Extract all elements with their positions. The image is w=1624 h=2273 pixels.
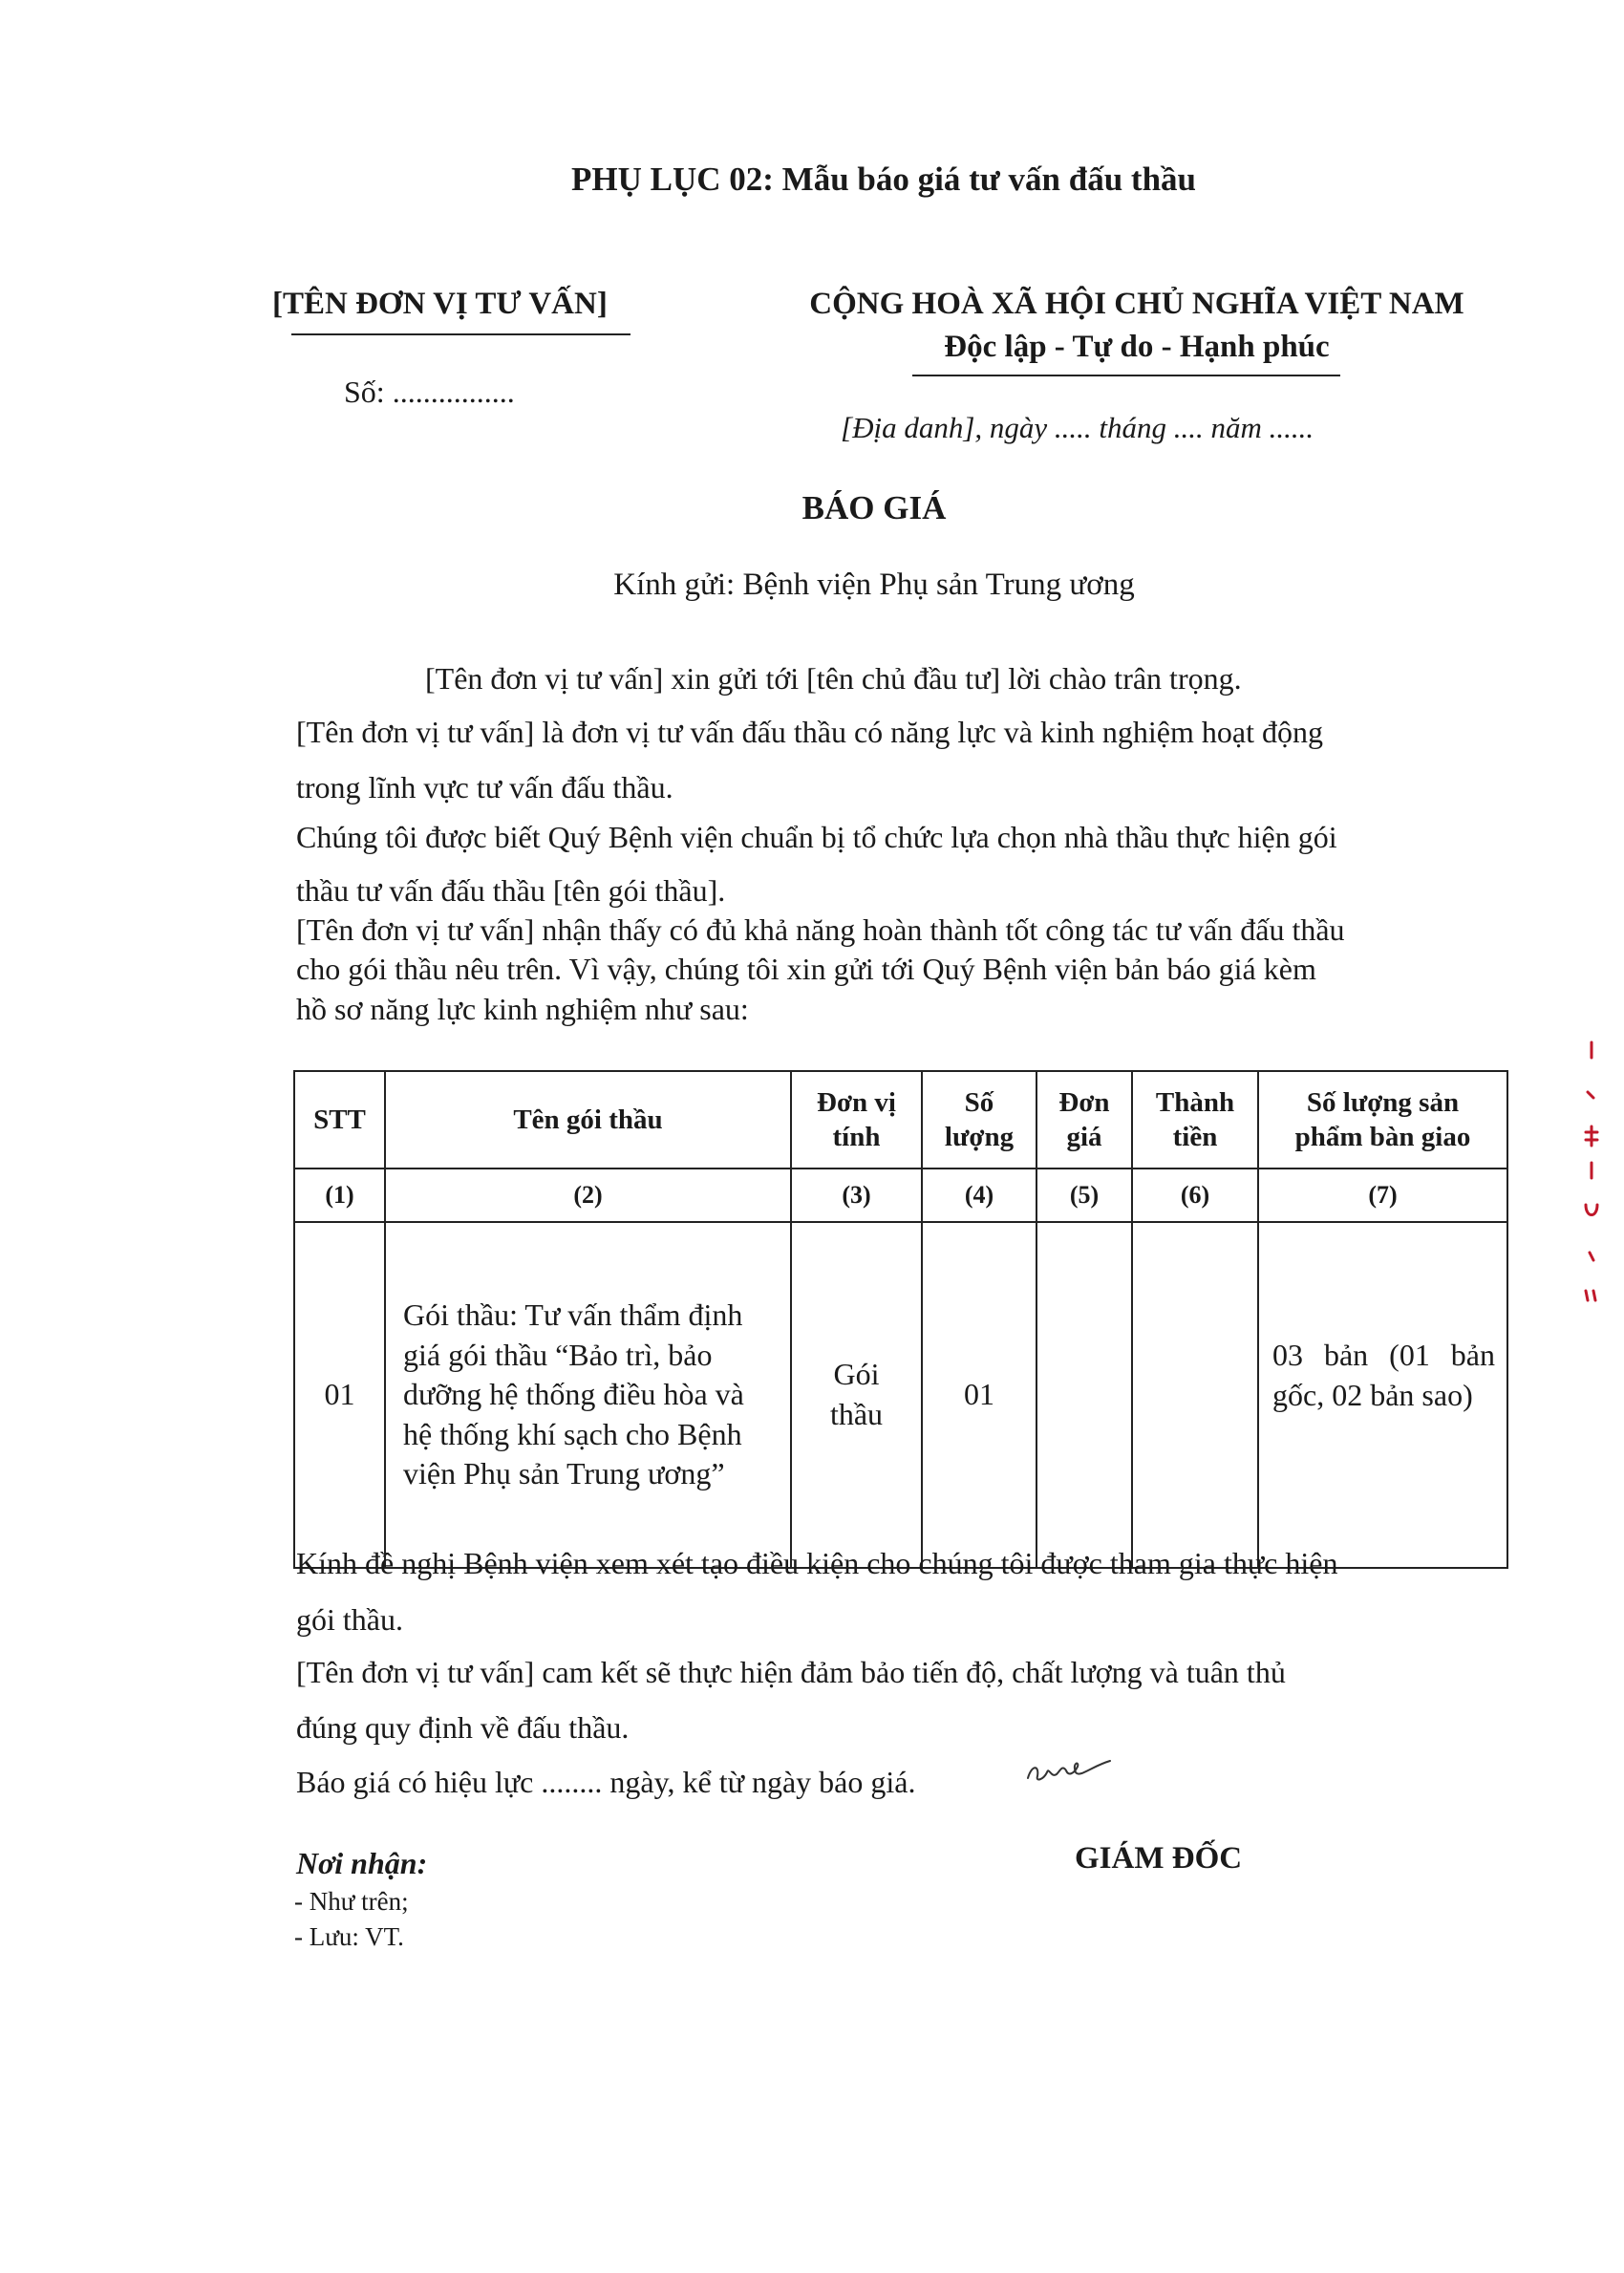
document-title: BÁO GIÁ [801, 489, 947, 526]
place-date: [Địa danh], ngày ..... tháng .... năm ...... [841, 411, 1314, 444]
cell-deliverables: 03 bản (01 bản gốc, 02 bản sao) [1258, 1222, 1507, 1568]
intro-line: Chúng tôi được biết Quý Bệnh viện chuẩn bị tổ chức lựa chọn nhà thầu thực hiện gói [296, 820, 1337, 854]
column-number: (2) [385, 1169, 791, 1222]
intro-line: hồ sơ năng lực kinh nghiệm như sau: [296, 992, 749, 1026]
column-number-row [294, 1169, 1507, 1222]
cell-quantity: 01 [922, 1222, 1036, 1568]
column-number: (4) [922, 1169, 1036, 1222]
quotation-table [293, 1070, 1508, 1569]
closing-line: Báo giá có hiệu lực ........ ngày, kể từ ngày báo giá. [296, 1765, 916, 1799]
header-unit [791, 1071, 922, 1169]
document-number: Số: ................ [344, 375, 515, 409]
header-amount [1132, 1071, 1258, 1169]
closing-line: đúng quy định về đấu thầu. [296, 1710, 630, 1745]
table-header-row [294, 1071, 1507, 1169]
motto-underline [912, 375, 1340, 376]
cell-amount [1132, 1222, 1258, 1568]
appendix-label: PHỤ LỤC 02: [570, 161, 774, 198]
intro-line: cho gói thầu nêu trên. Vì vậy, chúng tôi xin gửi tới Quý Bệnh viện bản báo giá kèm [296, 952, 1316, 986]
recipient-item: - Lưu: VT. [294, 1922, 404, 1951]
closing-line: gói thầu. [296, 1602, 403, 1637]
header-deliverables-line2: phẩm bàn giao [1294, 1122, 1471, 1152]
appendix-title [0, 161, 1624, 199]
signature-title: GIÁM ĐỐC [1075, 1841, 1243, 1876]
header-deliverables [1258, 1071, 1507, 1169]
column-number: (6) [1132, 1169, 1258, 1222]
column-number: (7) [1258, 1169, 1507, 1222]
closing-line: Kính đề nghị Bệnh viện xem xét tạo điều kiện cho chúng tôi được tham gia thực hiện [296, 1546, 1338, 1580]
header-deliverables-line1: Số lượng sản [1306, 1086, 1460, 1118]
header-stt: STT [294, 1071, 385, 1169]
intro-line: trong lĩnh vực tư vấn đấu thầu. [296, 770, 673, 804]
column-number: (5) [1036, 1169, 1132, 1222]
cell-unit-price [1036, 1222, 1132, 1568]
header-unit-price-line1: Đơn [1058, 1086, 1110, 1118]
nation-title: CỘNG HOÀ XÃ HỘI CHỦ NGHĨA VIỆT NAM [809, 287, 1464, 321]
national-motto: Độc lập - Tự do - Hạnh phúc [944, 330, 1330, 364]
closing-line: [Tên đơn vị tư vấn] cam kết sẽ thực hiện đảm bảo tiến độ, chất lượng và tuân thủ [296, 1655, 1286, 1689]
org-name: [TÊN ĐƠN VỊ TƯ VẤN] [272, 287, 608, 321]
cell-unit: Gói thầu [791, 1222, 922, 1568]
handwritten-initials [1022, 1753, 1118, 1788]
header-unit-price-line2: giá [1066, 1122, 1102, 1152]
header-unit-line2: tính [832, 1122, 881, 1152]
cell-stt: 01 [294, 1222, 385, 1568]
header-amount-line2: tiền [1172, 1122, 1218, 1152]
header-quantity-line1: Số [964, 1086, 994, 1118]
recipient-line: Kính gửi: Bệnh viện Phụ sản Trung ương [613, 568, 1135, 602]
intro-line: thầu tư vấn đấu thầu [tên gói thầu]. [296, 873, 726, 908]
intro-line: [Tên đơn vị tư vấn] là đơn vị tư vấn đấu thầu có năng lực và kinh nghiệm hoạt động [296, 715, 1323, 749]
appendix-text: Mẫu báo giá tư vấn đấu thầu [773, 161, 1197, 198]
recipient-item: - Như trên; [294, 1887, 409, 1916]
header-unit-price [1036, 1071, 1132, 1169]
recipients-heading: Nơi nhận: [296, 1846, 428, 1880]
cell-package-name: Gói thầu: Tư vấn thẩm định giá gói thầu “Bảo trì, bảo dưỡng hệ thống điều hòa và hệ thống khí sạch cho Bệnh viện Phụ sản Trung ương” [385, 1222, 791, 1568]
header-quantity-line2: lượng [944, 1122, 1015, 1152]
intro-line: [Tên đơn vị tư vấn] xin gửi tới [tên chủ đầu tư] lời chào trân trọng. [425, 661, 1242, 696]
header-package-name: Tên gói thầu [385, 1071, 791, 1169]
intro-line: [Tên đơn vị tư vấn] nhận thấy có đủ khả năng hoàn thành tốt công tác tư vấn đấu thầu [296, 912, 1345, 947]
header-quantity [922, 1071, 1036, 1169]
org-name-underline [291, 333, 630, 335]
margin-stamp-marks [1578, 1037, 1605, 1323]
header-amount-line1: Thành [1155, 1086, 1235, 1118]
header-unit-line1: Đơn vị [817, 1086, 896, 1118]
column-number: (3) [791, 1169, 922, 1222]
table-row [294, 1222, 1507, 1568]
column-number: (1) [294, 1169, 385, 1222]
